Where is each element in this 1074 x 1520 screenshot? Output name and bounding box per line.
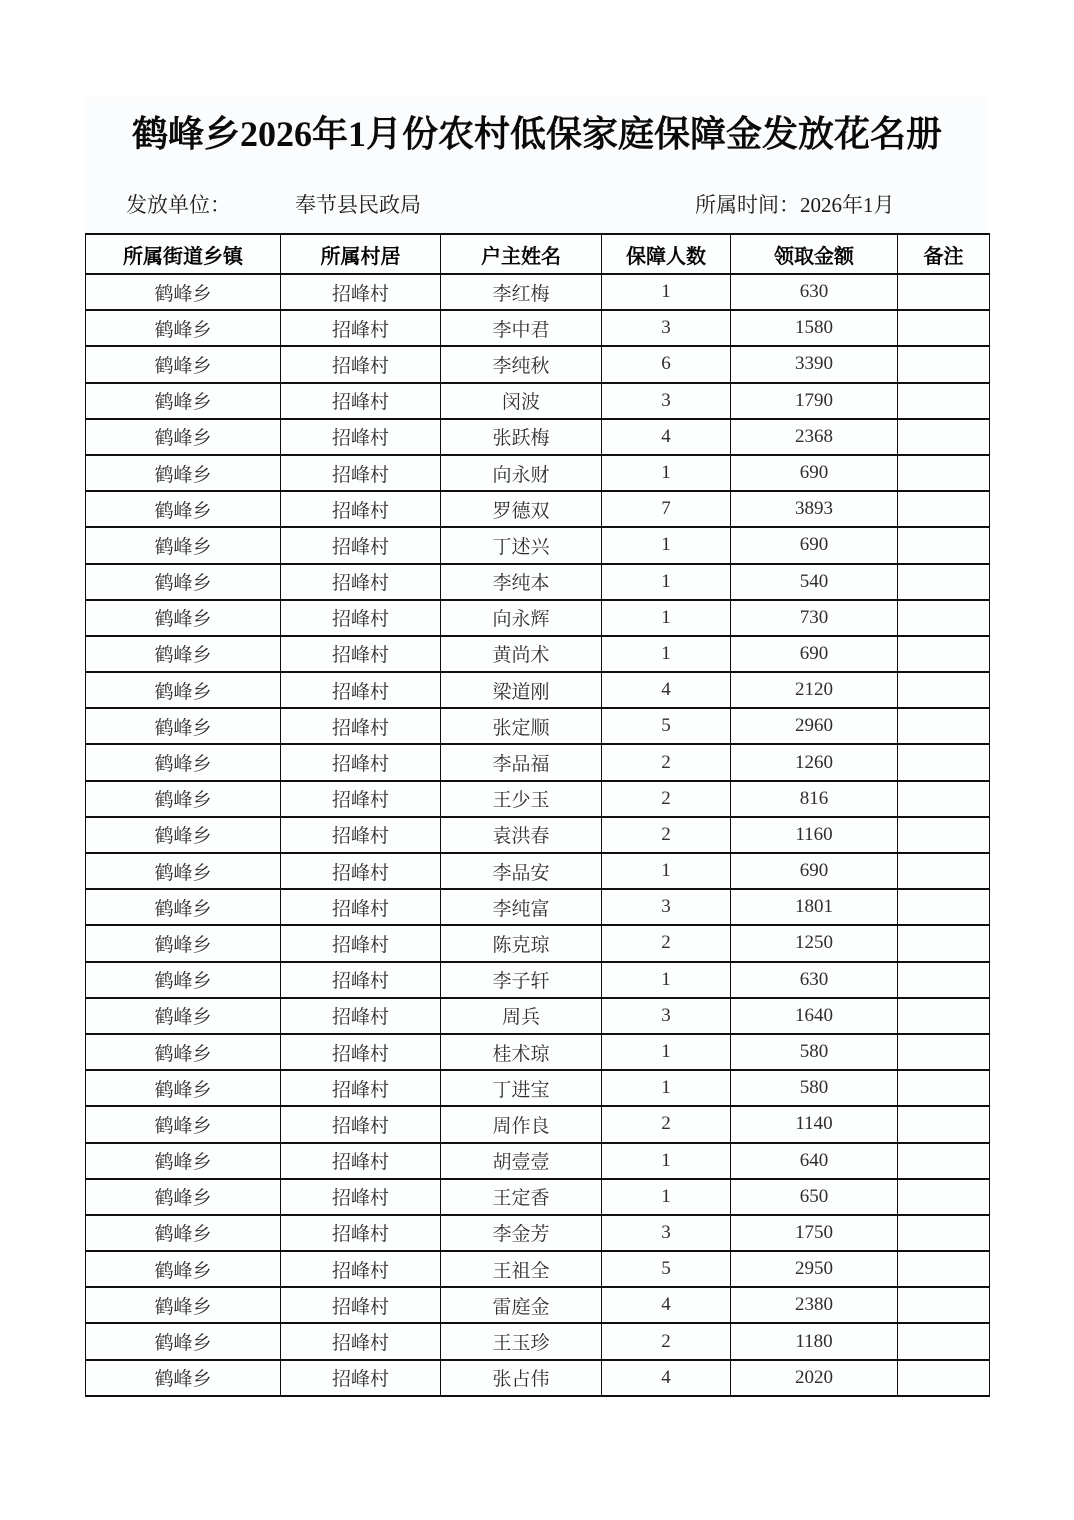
- table-cell: 鹤峰乡: [86, 1106, 281, 1142]
- table-cell: 3: [602, 889, 731, 925]
- table-cell: 鹤峰乡: [86, 925, 281, 961]
- table-cell: [898, 564, 990, 600]
- table-cell: 鹤峰乡: [86, 853, 281, 889]
- table-cell: 650: [731, 1179, 898, 1215]
- table-row: [86, 1034, 990, 1070]
- table-cell: 招峰村: [281, 310, 441, 346]
- table-cell: 鹤峰乡: [86, 1070, 281, 1106]
- table-row: [86, 564, 990, 600]
- table-cell: [898, 527, 990, 563]
- table-cell: [898, 817, 990, 853]
- table-cell: 李品安: [441, 853, 602, 889]
- table-cell: 闵波: [441, 383, 602, 419]
- table-cell: 招峰村: [281, 1287, 441, 1323]
- table-cell: 鹤峰乡: [86, 962, 281, 998]
- table-cell: 招峰村: [281, 491, 441, 527]
- table-row: [86, 817, 990, 853]
- table-cell: 5: [602, 708, 731, 744]
- table-cell: 3: [602, 310, 731, 346]
- table-cell: 招峰村: [281, 564, 441, 600]
- table-cell: [898, 1143, 990, 1179]
- table-cell: 1580: [731, 310, 898, 346]
- table-cell: 2: [602, 744, 731, 780]
- table-cell: 2: [602, 781, 731, 817]
- table-cell: 袁洪春: [441, 817, 602, 853]
- table-header-row: [86, 234, 990, 274]
- table-cell: 张占伟: [441, 1360, 602, 1396]
- table-cell: 李纯富: [441, 889, 602, 925]
- table-cell: [898, 781, 990, 817]
- table-cell: 730: [731, 600, 898, 636]
- page-title: 鹤峰乡2026年1月份农村低保家庭保障金发放花名册: [131, 114, 942, 154]
- table-cell: 鹤峰乡: [86, 527, 281, 563]
- table-cell: 鹤峰乡: [86, 817, 281, 853]
- table-cell: 招峰村: [281, 455, 441, 491]
- table-cell: 招峰村: [281, 962, 441, 998]
- table-cell: [898, 925, 990, 961]
- table-cell: 1: [602, 1070, 731, 1106]
- table-cell: 4: [602, 1287, 731, 1323]
- table-cell: 向永财: [441, 455, 602, 491]
- table-cell: 2020: [731, 1360, 898, 1396]
- table-cell: 周兵: [441, 998, 602, 1034]
- table-cell: 1: [602, 853, 731, 889]
- table-cell: 招峰村: [281, 744, 441, 780]
- table-cell: 招峰村: [281, 636, 441, 672]
- header-cell-1: 所属村居: [281, 234, 441, 274]
- table-cell: 桂术琼: [441, 1034, 602, 1070]
- table-cell: 鹤峰乡: [86, 672, 281, 708]
- period-label: 所属时间：: [695, 193, 800, 217]
- table-cell: 6: [602, 346, 731, 382]
- table-cell: 2: [602, 1106, 731, 1142]
- table-cell: 鹤峰乡: [86, 781, 281, 817]
- table-cell: 5: [602, 1251, 731, 1287]
- table-cell: 向永辉: [441, 600, 602, 636]
- table-cell: 招峰村: [281, 346, 441, 382]
- table-row: [86, 1251, 990, 1287]
- table-row: [86, 744, 990, 780]
- issuer-label: 发放单位：: [126, 193, 231, 217]
- period: [695, 189, 895, 219]
- table-cell: 招峰村: [281, 925, 441, 961]
- table-cell: 1160: [731, 817, 898, 853]
- table-cell: 1: [602, 962, 731, 998]
- table-cell: 招峰村: [281, 672, 441, 708]
- table-cell: 816: [731, 781, 898, 817]
- table-row: [86, 636, 990, 672]
- table-cell: 李品福: [441, 744, 602, 780]
- table-cell: 鹤峰乡: [86, 889, 281, 925]
- table-cell: 1: [602, 455, 731, 491]
- table-cell: [898, 1106, 990, 1142]
- table-cell: [898, 744, 990, 780]
- table-row: [86, 1106, 990, 1142]
- table-cell: 1: [602, 1143, 731, 1179]
- table-row: [86, 1215, 990, 1251]
- table-cell: 3: [602, 1215, 731, 1251]
- table-cell: 鹤峰乡: [86, 455, 281, 491]
- header-cell-4: 领取金额: [731, 234, 898, 274]
- table-row: [86, 1360, 990, 1396]
- table-cell: [898, 1323, 990, 1359]
- table-cell: 胡壹壹: [441, 1143, 602, 1179]
- table-cell: [898, 889, 990, 925]
- table-cell: 3: [602, 998, 731, 1034]
- table-cell: 王玉珍: [441, 1323, 602, 1359]
- table-cell: 2: [602, 1323, 731, 1359]
- table-row: [86, 1179, 990, 1215]
- table-cell: [898, 1215, 990, 1251]
- table-cell: 1801: [731, 889, 898, 925]
- table-cell: 招峰村: [281, 781, 441, 817]
- table-cell: 鹤峰乡: [86, 1360, 281, 1396]
- table-cell: 王定香: [441, 1179, 602, 1215]
- table-cell: 周作良: [441, 1106, 602, 1142]
- table-row: [86, 925, 990, 961]
- table-cell: 1: [602, 564, 731, 600]
- table-cell: 2960: [731, 708, 898, 744]
- table-cell: 招峰村: [281, 274, 441, 310]
- table-cell: 鹤峰乡: [86, 1251, 281, 1287]
- table-cell: 招峰村: [281, 817, 441, 853]
- table-cell: 鹤峰乡: [86, 1143, 281, 1179]
- table-cell: [898, 853, 990, 889]
- table-cell: [898, 310, 990, 346]
- table-cell: 梁道刚: [441, 672, 602, 708]
- table-cell: 鹤峰乡: [86, 1323, 281, 1359]
- table-cell: [898, 672, 990, 708]
- table-cell: 2120: [731, 672, 898, 708]
- table-row: [86, 1070, 990, 1106]
- table-cell: 690: [731, 527, 898, 563]
- table-cell: 630: [731, 274, 898, 310]
- table-cell: 4: [602, 419, 731, 455]
- header-cell-2: 户主姓名: [441, 234, 602, 274]
- table-row: [86, 600, 990, 636]
- table-row: [86, 962, 990, 998]
- table-cell: 鹤峰乡: [86, 1215, 281, 1251]
- table-cell: 1: [602, 600, 731, 636]
- table-cell: 鹤峰乡: [86, 564, 281, 600]
- table-cell: 鹤峰乡: [86, 383, 281, 419]
- table-cell: 李纯本: [441, 564, 602, 600]
- table-cell: [898, 600, 990, 636]
- table-cell: 1260: [731, 744, 898, 780]
- table-cell: 招峰村: [281, 998, 441, 1034]
- header-cell-5: 备注: [898, 234, 990, 274]
- table-row: [86, 310, 990, 346]
- table-cell: [898, 708, 990, 744]
- table-cell: 招峰村: [281, 708, 441, 744]
- table-cell: 1750: [731, 1215, 898, 1251]
- table-cell: 580: [731, 1070, 898, 1106]
- table-cell: 陈克琼: [441, 925, 602, 961]
- table-cell: 4: [602, 672, 731, 708]
- table-cell: 2950: [731, 1251, 898, 1287]
- table-cell: 王祖全: [441, 1251, 602, 1287]
- table-cell: 1250: [731, 925, 898, 961]
- table-cell: 鹤峰乡: [86, 274, 281, 310]
- table-cell: 招峰村: [281, 853, 441, 889]
- table-row: [86, 346, 990, 382]
- table-cell: 540: [731, 564, 898, 600]
- table-cell: [898, 1070, 990, 1106]
- table-cell: 招峰村: [281, 383, 441, 419]
- table-cell: 鹤峰乡: [86, 1034, 281, 1070]
- table-row: [86, 274, 990, 310]
- table-cell: [898, 274, 990, 310]
- table-cell: 招峰村: [281, 1215, 441, 1251]
- table-cell: [898, 636, 990, 672]
- table-cell: 鹤峰乡: [86, 998, 281, 1034]
- table-cell: 690: [731, 455, 898, 491]
- table-row: [86, 1143, 990, 1179]
- table-cell: 招峰村: [281, 527, 441, 563]
- table-cell: 鹤峰乡: [86, 708, 281, 744]
- issuer-value: 奉节县民政局: [295, 193, 421, 217]
- table-cell: [898, 998, 990, 1034]
- table-cell: 630: [731, 962, 898, 998]
- table-cell: 招峰村: [281, 1360, 441, 1396]
- table-cell: 李中君: [441, 310, 602, 346]
- table-row: [86, 455, 990, 491]
- table-cell: [898, 962, 990, 998]
- roster-body: [86, 274, 990, 1396]
- table-cell: 丁进宝: [441, 1070, 602, 1106]
- table-row: [86, 781, 990, 817]
- meta-line: [0, 189, 1074, 217]
- table-cell: 690: [731, 636, 898, 672]
- table-cell: 7: [602, 491, 731, 527]
- table-row: [86, 998, 990, 1034]
- table-cell: [898, 1251, 990, 1287]
- roster-table: [85, 233, 990, 1397]
- table-cell: 2: [602, 817, 731, 853]
- table-cell: 1: [602, 274, 731, 310]
- table-cell: 招峰村: [281, 600, 441, 636]
- table-cell: 招峰村: [281, 419, 441, 455]
- period-value: 2026年1月: [800, 193, 895, 217]
- table-cell: 690: [731, 853, 898, 889]
- table-cell: 招峰村: [281, 1143, 441, 1179]
- table-cell: [898, 1179, 990, 1215]
- table-row: [86, 419, 990, 455]
- table-cell: [898, 383, 990, 419]
- table-cell: 招峰村: [281, 1070, 441, 1106]
- table-cell: 招峰村: [281, 1106, 441, 1142]
- table-cell: 鹤峰乡: [86, 310, 281, 346]
- table-cell: 640: [731, 1143, 898, 1179]
- table-cell: 罗德双: [441, 491, 602, 527]
- table-cell: 招峰村: [281, 1179, 441, 1215]
- table-cell: 3893: [731, 491, 898, 527]
- table-cell: 1640: [731, 998, 898, 1034]
- header-cell-0: 所属街道乡镇: [86, 234, 281, 274]
- table-row: [86, 853, 990, 889]
- table-cell: 2368: [731, 419, 898, 455]
- table-cell: 580: [731, 1034, 898, 1070]
- table-cell: 鹤峰乡: [86, 1179, 281, 1215]
- table-cell: 黄尚术: [441, 636, 602, 672]
- table-cell: 1: [602, 527, 731, 563]
- table-cell: 鹤峰乡: [86, 636, 281, 672]
- table-cell: 招峰村: [281, 1034, 441, 1070]
- table-cell: 丁述兴: [441, 527, 602, 563]
- table-cell: 招峰村: [281, 1251, 441, 1287]
- table-cell: 李纯秋: [441, 346, 602, 382]
- table-row: [86, 527, 990, 563]
- table-cell: 1140: [731, 1106, 898, 1142]
- table-cell: 李金芳: [441, 1215, 602, 1251]
- table-cell: 李子轩: [441, 962, 602, 998]
- table-cell: 4: [602, 1360, 731, 1396]
- table-row: [86, 672, 990, 708]
- table-row: [86, 708, 990, 744]
- table-cell: [898, 1287, 990, 1323]
- table-cell: 2380: [731, 1287, 898, 1323]
- table-cell: 鹤峰乡: [86, 744, 281, 780]
- table-cell: 1: [602, 1034, 731, 1070]
- table-cell: 鹤峰乡: [86, 419, 281, 455]
- table-cell: 李红梅: [441, 274, 602, 310]
- table-cell: 鹤峰乡: [86, 1287, 281, 1323]
- table-cell: [898, 491, 990, 527]
- table-row: [86, 1287, 990, 1323]
- table-row: [86, 889, 990, 925]
- table-cell: 1180: [731, 1323, 898, 1359]
- header-cell-3: 保障人数: [602, 234, 731, 274]
- table-cell: [898, 1360, 990, 1396]
- table-cell: 3390: [731, 346, 898, 382]
- table-cell: 鹤峰乡: [86, 346, 281, 382]
- table-cell: [898, 1034, 990, 1070]
- table-cell: 张跃梅: [441, 419, 602, 455]
- table-cell: [898, 455, 990, 491]
- table-cell: 1: [602, 1179, 731, 1215]
- table-cell: 3: [602, 383, 731, 419]
- table-cell: 张定顺: [441, 708, 602, 744]
- table-cell: 1790: [731, 383, 898, 419]
- table-cell: 雷庭金: [441, 1287, 602, 1323]
- table-row: [86, 1323, 990, 1359]
- table-cell: [898, 346, 990, 382]
- table-cell: 鹤峰乡: [86, 600, 281, 636]
- table-row: [86, 383, 990, 419]
- table-cell: 王少玉: [441, 781, 602, 817]
- table-cell: 2: [602, 925, 731, 961]
- table-cell: 1: [602, 636, 731, 672]
- table-cell: 招峰村: [281, 889, 441, 925]
- table-cell: 招峰村: [281, 1323, 441, 1359]
- table-cell: 鹤峰乡: [86, 491, 281, 527]
- table-cell: [898, 419, 990, 455]
- table-row: [86, 491, 990, 527]
